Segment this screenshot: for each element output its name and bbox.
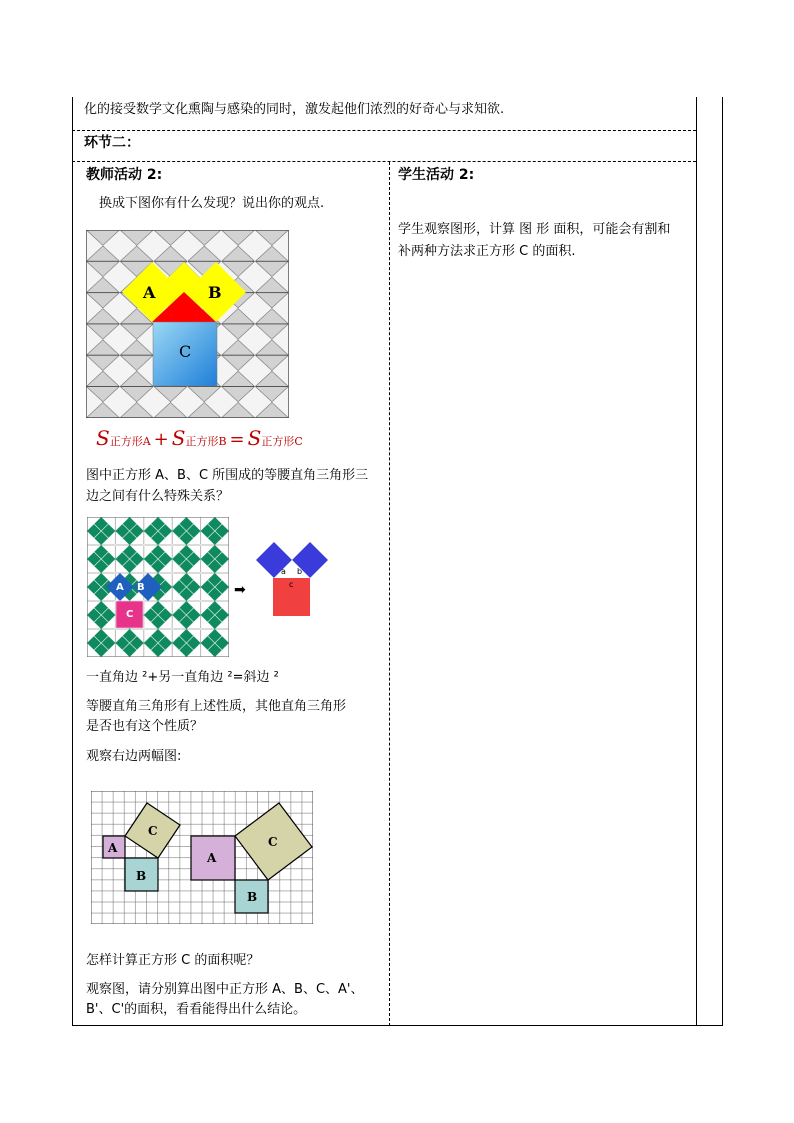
fig2b-label-c: c	[289, 580, 294, 589]
fig3-label-a2: A	[207, 851, 217, 865]
student-line2: 补两种方法求正方形 C 的面积.	[398, 244, 576, 259]
figure-tiled-squares-abc	[86, 230, 289, 418]
fig3-label-b2: B	[247, 890, 258, 904]
figure-green-tiles	[87, 517, 229, 657]
fig3-label-a1: A	[108, 841, 118, 855]
fig3-label-c1: C	[148, 824, 158, 838]
fig3-label-c2: C	[268, 835, 278, 849]
row-divider-2	[72, 161, 696, 162]
figure-blue-red-squares	[254, 540, 334, 620]
fig2-label-b: B	[137, 582, 145, 593]
fig1-label-b: B	[208, 283, 222, 302]
teacher-p7-line1: 观察图，请分别算出图中正方形 A、B、C、A'、	[86, 982, 364, 997]
teacher-p3: 一直角边 ²+另一直角边 ²=斜边 ²	[86, 670, 279, 685]
figure-grid-squares	[91, 791, 313, 924]
arrow-right-icon: ➡	[234, 582, 246, 598]
fig2b-label-b: b	[297, 567, 303, 576]
fig2-label-c: C	[126, 609, 134, 620]
fig3-label-b1: B	[136, 869, 147, 883]
teacher-p2-line2: 边之间有什么特殊关系？	[86, 489, 230, 504]
area-formula: S正方形A + S正方形B = S正方形C	[96, 426, 303, 450]
teacher-p7-line2: B'、C'的面积，看看能得出什么结论。	[86, 1002, 307, 1017]
teacher-p4-line1: 等腰直角三角形有上述性质，其他直角三角形	[86, 699, 347, 714]
fig1-label-c: C	[179, 342, 192, 361]
intro-line: 化的接受数学文化熏陶与感染的同时，激发起他们浓烈的好奇心与求知欲.	[84, 102, 505, 117]
table-right-border-inner	[696, 97, 697, 1026]
student-line1: 学生观察图形，计算 图 形 面积，可能会有割和	[398, 222, 671, 237]
fig1-label-a: A	[143, 283, 156, 302]
table-bottom-border	[72, 1025, 723, 1026]
column-divider	[389, 162, 390, 1026]
teacher-p6: 怎样计算正方形 C 的面积呢？	[86, 953, 260, 968]
fig2b-label-a: a	[281, 567, 286, 576]
row-divider-1	[72, 130, 696, 131]
teacher-p5: 观察右边两幅图:	[86, 749, 182, 764]
teacher-p2-line1: 图中正方形 A、B、C 所围成的等腰直角三角形三	[86, 468, 369, 483]
table-left-border	[72, 97, 73, 1026]
student-heading: 学生活动 2:	[398, 167, 475, 183]
section-title: 环节二：	[84, 135, 140, 151]
teacher-p1: 换成下图你有什么发现？说出你的观点.	[99, 196, 325, 211]
teacher-heading: 教师活动 2:	[86, 167, 163, 183]
teacher-p4-line2: 是否也有这个性质？	[86, 719, 204, 734]
fig2-label-a: A	[116, 582, 124, 593]
table-right-border-outer	[722, 97, 723, 1026]
